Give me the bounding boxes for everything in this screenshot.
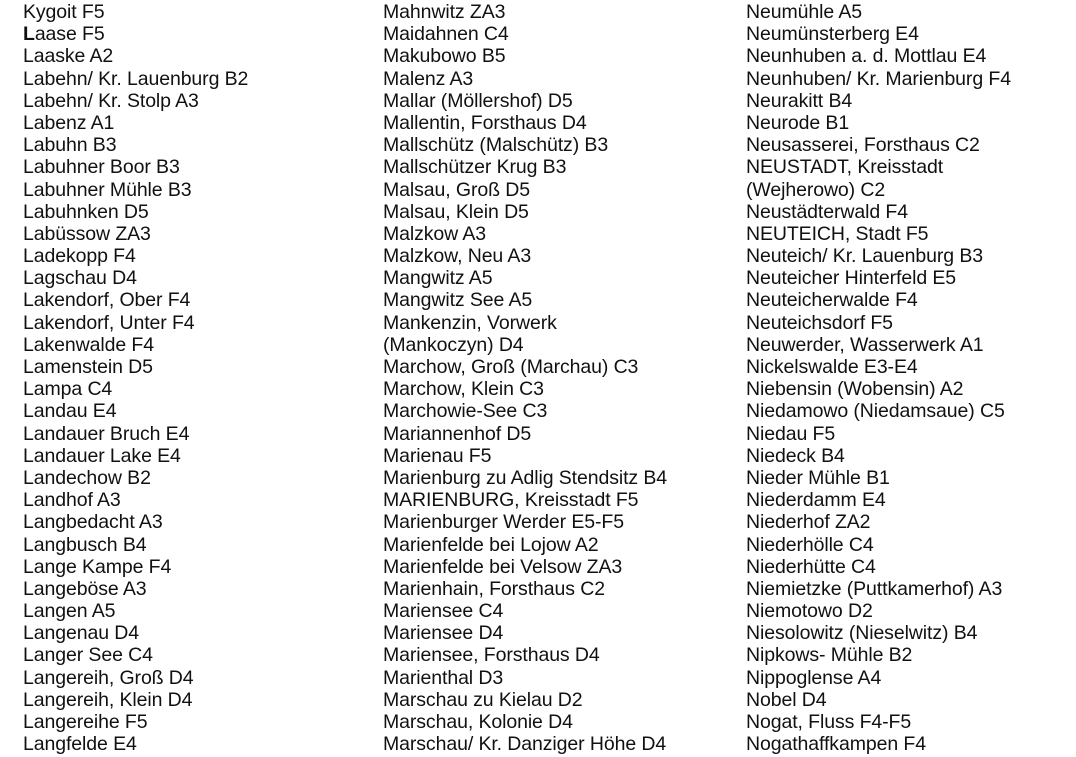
index-entry: MARIENBURG, Kreisstadt F5 (383, 489, 639, 512)
index-entry: Marchowie-See C3 (383, 400, 548, 423)
index-entry: Niemietzke (Puttkamerhof) A3 (746, 577, 1003, 600)
index-entry: Lakendorf, Unter F4 (23, 311, 195, 334)
index-entry: Marienthal D3 (383, 666, 504, 689)
index-entry: Nogat, Fluss F4-F5 (746, 711, 912, 733)
index-entry: Neusasserei, Forsthaus C2 (746, 134, 980, 157)
index-entry: Mariensee C4 (383, 600, 504, 623)
index-entry: Mariannenhof D5 (383, 422, 532, 445)
index-entry: Marienfelde bei Lojow A2 (383, 533, 599, 556)
index-entry: Malsau, Klein D5 (383, 200, 529, 223)
index-entry: Niederhütte C4 (746, 555, 876, 578)
index-entry: Malzkow A3 (383, 222, 487, 245)
index-entry: Mallschützer Krug B3 (383, 156, 567, 179)
index-entry: Neuteichsdorf F5 (746, 311, 893, 334)
index-entry: Niesolowitz (Nieselwitz) B4 (746, 622, 978, 645)
index-entry: Malzkow, Neu A3 (383, 245, 532, 268)
index-entry: Langbusch B4 (23, 533, 147, 556)
index-entry: Labuhner Boor B3 (23, 156, 180, 179)
index-entry: Landauer Bruch E4 (23, 422, 190, 445)
index-entry: Malenz A3 (383, 67, 474, 90)
index-entry: Mariensee D4 (383, 622, 504, 645)
index-entry: Mallschütz (Malschütz) B3 (383, 134, 609, 157)
index-entry: Mahnwitz ZA3 (383, 1, 506, 23)
index-entry: NEUTEICH, Stadt F5 (746, 222, 929, 245)
index-entry: Lagschau D4 (23, 267, 137, 290)
index-entry: Labüssow ZA3 (23, 222, 151, 245)
index-entry: Langbedacht A3 (23, 511, 163, 534)
index-entry: Niebensin (Wobensin) A2 (746, 378, 964, 401)
index-entry: Niederhölle C4 (746, 533, 874, 556)
index-entry: Nickelswalde E3-E4 (746, 356, 918, 378)
index-entry: (Mankoczyn) D4 (383, 333, 524, 356)
index-entry: Ladekopp F4 (23, 245, 136, 268)
index-entry: Niederdamm E4 (746, 489, 886, 512)
index-entry: Mangwitz A5 (383, 267, 493, 290)
index-entry: Neurode B1 (746, 111, 850, 134)
index-entry: (Wejherowo) C2 (746, 178, 886, 201)
index-entry: Lampa C4 (23, 378, 113, 401)
index-entry: Labuhner Mühle B3 (23, 178, 192, 201)
index-entry: Marienau F5 (383, 444, 492, 467)
index-entry: Nieder Mühle B1 (746, 466, 890, 489)
index-entry: Neunhuben/ Kr. Marienburg F4 (746, 67, 1011, 90)
index-entry: Lamenstein D5 (23, 356, 153, 378)
index-entry: Neunhuben a. d. Mottlau E4 (746, 45, 987, 68)
index-column-3 (746, 1, 1076, 755)
index-entry: Labuhn B3 (23, 134, 117, 157)
index-entry: Niedamowo (Niedamsaue) C5 (746, 400, 1005, 423)
index-entry: Marchow, Klein C3 (383, 378, 544, 401)
index-entry: Nipkows- Mühle B2 (746, 644, 913, 667)
index-entry: Neuteich/ Kr. Lauenburg B3 (746, 245, 983, 268)
index-entry: Landhof A3 (23, 489, 121, 512)
index-entry: Langereih, Klein D4 (23, 688, 193, 711)
index-entry: Lange Kampe F4 (23, 555, 172, 578)
index-entry: Neumühle A5 (746, 1, 862, 23)
index-entry: Nobel D4 (746, 688, 827, 711)
index-entry: Neurakitt B4 (746, 89, 853, 112)
index-entry: Neuteicher Hinterfeld E5 (746, 267, 957, 290)
index-entry: NEUSTADT, Kreisstadt (746, 156, 944, 179)
index-entry: Labenz A1 (23, 111, 115, 134)
index-column-1 (23, 1, 368, 755)
index-entry: Laase F5 (23, 23, 105, 46)
index-entry: Malsau, Groß D5 (383, 178, 530, 201)
index-entry: Nogathaffkampen F4 (746, 733, 926, 756)
index-entry: Makubowo B5 (383, 45, 506, 68)
index-entry: Marschau zu Kielau D2 (383, 688, 583, 711)
index-entry: Marchow, Groß (Marchau) C3 (383, 356, 639, 378)
index-entry: Landechow B2 (23, 466, 151, 489)
index-entry: Neumünsterberg E4 (746, 23, 919, 46)
index-entry: Neuteicherwalde F4 (746, 289, 918, 312)
index-entry: Labuhnken D5 (23, 200, 149, 223)
index-entry: Marienburg zu Adlig Stendsitz B4 (383, 466, 668, 489)
index-column-2 (383, 1, 733, 755)
index-entry: Laaske A2 (23, 45, 114, 68)
index-entry: Langer See C4 (23, 644, 153, 667)
index-entry: Kygoit F5 (23, 1, 105, 23)
index-entry: Mangwitz See A5 (383, 289, 533, 312)
index-entry: Landau E4 (23, 400, 117, 423)
index-entry: Niedau F5 (746, 422, 836, 445)
index-entry: Mariensee, Forsthaus D4 (383, 644, 600, 667)
index-entry: Niemotowo D2 (746, 600, 873, 623)
index-entry: Nippoglense A4 (746, 666, 882, 689)
index-entry: Marschau/ Kr. Danziger Höhe D4 (383, 733, 667, 756)
index-entry: Niedeck B4 (746, 444, 845, 467)
index-entry: Lakenwalde F4 (23, 333, 154, 356)
index-entry: Neustädterwald F4 (746, 200, 908, 223)
index-entry: Lakendorf, Ober F4 (23, 289, 191, 312)
index-entry: Langenau D4 (23, 622, 140, 645)
index-entry: Mankenzin, Vorwerk (383, 311, 557, 334)
index-entry: Labehn/ Kr. Lauenburg B2 (23, 67, 249, 90)
index-entry: Marienburger Werder E5-F5 (383, 511, 624, 534)
index-entry: Marschau, Kolonie D4 (383, 711, 573, 733)
index-entry: Mallar (Möllershof) D5 (383, 89, 573, 112)
index-entry: Langen A5 (23, 600, 116, 623)
index-entry: Neuwerder, Wasserwerk A1 (746, 333, 984, 356)
index-entry: Marienfelde bei Velsow ZA3 (383, 555, 623, 578)
index-entry: Niederhof ZA2 (746, 511, 871, 534)
index-entry: Labehn/ Kr. Stolp A3 (23, 89, 199, 112)
index-entry: Langeböse A3 (23, 577, 147, 600)
index-entry: Maidahnen C4 (383, 23, 509, 46)
index-entry: Marienhain, Forsthaus C2 (383, 577, 605, 600)
index-entry: Langereih, Groß D4 (23, 666, 194, 689)
index-entry: Mallentin, Forsthaus D4 (383, 111, 587, 134)
index-entry: Langereihe F5 (23, 711, 148, 733)
index-entry: Landauer Lake E4 (23, 444, 181, 467)
index-entry: Langfelde E4 (23, 733, 137, 756)
